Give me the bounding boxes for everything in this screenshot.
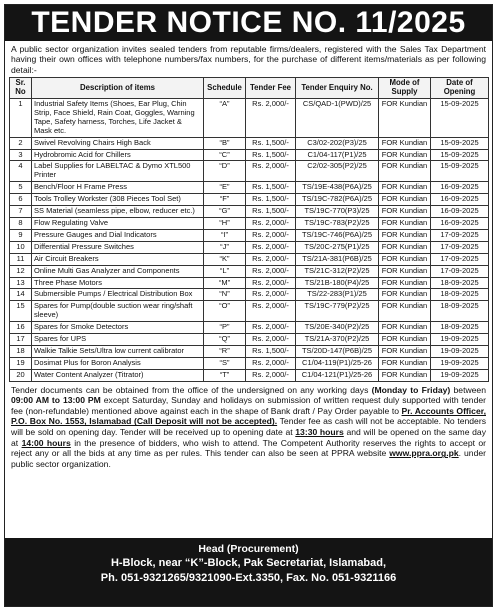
row-schedule: “K” bbox=[204, 253, 246, 265]
row-tender-fee: Rs. 1,500/- bbox=[246, 206, 296, 218]
row-schedule: “D” bbox=[204, 161, 246, 182]
header-date-of-opening: Date of Opening bbox=[431, 78, 489, 99]
row-opening-date: 16-09-2025 bbox=[431, 218, 489, 230]
note-text-1: Tender documents can be obtained from the office of the undersigned on any working days bbox=[11, 384, 372, 395]
instructions-paragraph bbox=[5, 382, 492, 470]
row-schedule: “P” bbox=[204, 322, 246, 334]
row-mode-of-supply: FOR Kundian bbox=[379, 149, 431, 161]
row-tender-fee: Rs. 2,000/- bbox=[246, 322, 296, 334]
tender-items-table bbox=[9, 77, 489, 381]
row-schedule: “R” bbox=[204, 345, 246, 357]
row-description: Industrial Safety Items (Shoes, Ear Plug, Chin Strip, Face Shield, Rain Coat, Goggles, Warning Tape, Safety harness, Torches, Life Jacket & Mask etc. bbox=[32, 99, 204, 138]
row-opening-date: 19-09-2025 bbox=[431, 357, 489, 369]
row-sr-no: 16 bbox=[10, 322, 32, 334]
notice-title: TENDER NOTICE NO. 11/2025 bbox=[5, 5, 492, 41]
table-row bbox=[10, 137, 489, 149]
row-mode-of-supply: FOR Kundian bbox=[379, 369, 431, 381]
row-tender-fee: Rs. 2,000/- bbox=[246, 99, 296, 138]
row-sr-no: 18 bbox=[10, 345, 32, 357]
row-mode-of-supply: FOR Kundian bbox=[379, 301, 431, 322]
row-sr-no: 12 bbox=[10, 265, 32, 277]
row-schedule: “G” bbox=[204, 206, 246, 218]
table-row bbox=[10, 301, 489, 322]
table-row bbox=[10, 149, 489, 161]
row-enquiry-no: TS/19C-779(P2)/25 bbox=[296, 301, 379, 322]
note-text-6: in the presence of bidders, who wish to attend. The Competent Authority reserves the rights to accept or reject any or all the bids at any time as per rules. This tender can also be seen at PPRA website bbox=[11, 437, 487, 459]
row-description: Spares for UPS bbox=[32, 334, 204, 346]
row-tender-fee: Rs. 1,500/- bbox=[246, 149, 296, 161]
row-description: Flow Regulating Valve bbox=[32, 218, 204, 230]
row-opening-date: 19-09-2025 bbox=[431, 345, 489, 357]
row-enquiry-no: C3/02-202(P3)/25 bbox=[296, 137, 379, 149]
row-schedule: “A” bbox=[204, 99, 246, 138]
row-enquiry-no: TS/19C-782(P6A)/25 bbox=[296, 194, 379, 206]
row-schedule: “S” bbox=[204, 357, 246, 369]
row-mode-of-supply: FOR Kundian bbox=[379, 334, 431, 346]
opening-time: 14:00 hours bbox=[21, 437, 71, 448]
row-description: Swivel Revolving Chairs High Back bbox=[32, 137, 204, 149]
table-row bbox=[10, 206, 489, 218]
row-mode-of-supply: FOR Kundian bbox=[379, 357, 431, 369]
row-mode-of-supply: FOR Kundian bbox=[379, 229, 431, 241]
header-description: Description of items bbox=[32, 78, 204, 99]
row-mode-of-supply: FOR Kundian bbox=[379, 241, 431, 253]
collection-time: 09:00 AM to 13:00 PM bbox=[11, 395, 101, 406]
payee-details: Pr. Accounts Officer, P.O. Box No. 1553, Islamabad (Call Deposit will not be accepted). bbox=[11, 405, 486, 427]
row-enquiry-no: CS/QAD-1(PWD)/25 bbox=[296, 99, 379, 138]
row-opening-date: 17-09-2025 bbox=[431, 229, 489, 241]
row-schedule: “Q” bbox=[204, 334, 246, 346]
row-enquiry-no: TS/19C-783(P2)/25 bbox=[296, 218, 379, 230]
row-opening-date: 17-09-2025 bbox=[431, 265, 489, 277]
table-row bbox=[10, 218, 489, 230]
row-sr-no: 5 bbox=[10, 182, 32, 194]
row-sr-no: 14 bbox=[10, 289, 32, 301]
row-opening-date: 18-09-2025 bbox=[431, 277, 489, 289]
table-row bbox=[10, 289, 489, 301]
row-enquiry-no: TS/19C-746(P6A)/25 bbox=[296, 229, 379, 241]
row-description: Spares for Pump(double suction wear ring/shaft sleeve) bbox=[32, 301, 204, 322]
row-opening-date: 18-09-2025 bbox=[431, 322, 489, 334]
row-description: Label Supplies for LABELTAC & Dymo XTL500 Printer bbox=[32, 161, 204, 182]
table-row bbox=[10, 334, 489, 346]
row-opening-date: 18-09-2025 bbox=[431, 289, 489, 301]
intro-paragraph: A public sector organization invites sealed tenders from reputable firms/dealers, registered with the Sales Tax Department having their own offices with telephone numbers/fax numbers, for the purchase of different items/materials as per following detail:- bbox=[11, 44, 486, 75]
row-sr-no: 11 bbox=[10, 253, 32, 265]
row-tender-fee: Rs. 1,500/- bbox=[246, 137, 296, 149]
row-description: Dosimat Plus for Boron Analysis bbox=[32, 357, 204, 369]
row-schedule: “O” bbox=[204, 301, 246, 322]
row-sr-no: 13 bbox=[10, 277, 32, 289]
table-row bbox=[10, 161, 489, 182]
row-sr-no: 17 bbox=[10, 334, 32, 346]
row-mode-of-supply: FOR Kundian bbox=[379, 322, 431, 334]
row-opening-date: 17-09-2025 bbox=[431, 253, 489, 265]
row-description: Hydrobromic Acid for Chillers bbox=[32, 149, 204, 161]
row-opening-date: 16-09-2025 bbox=[431, 206, 489, 218]
row-schedule: “J” bbox=[204, 241, 246, 253]
row-description: Online Multi Gas Analyzer and Components bbox=[32, 265, 204, 277]
row-description: Spares for Smoke Detectors bbox=[32, 322, 204, 334]
row-enquiry-no: C1/04-121(P1)/25-26 bbox=[296, 369, 379, 381]
row-enquiry-no: TS/20E-340(P2)/25 bbox=[296, 322, 379, 334]
row-description: Differential Pressure Switches bbox=[32, 241, 204, 253]
header-sr-no: Sr. No bbox=[10, 78, 32, 99]
row-mode-of-supply: FOR Kundian bbox=[379, 206, 431, 218]
table-row bbox=[10, 253, 489, 265]
table-row bbox=[10, 277, 489, 289]
row-enquiry-no: TS/20C-275(P1)/25 bbox=[296, 241, 379, 253]
row-description: Water Content Analyzer (Titrator) bbox=[32, 369, 204, 381]
footer-address: H-Block, near “K”-Block, Pak Secretariat, Islamabad, bbox=[110, 557, 387, 569]
row-tender-fee: Rs. 2,000/- bbox=[246, 253, 296, 265]
row-enquiry-no: TS/19C-770(P3)/25 bbox=[296, 206, 379, 218]
note-text-7: . under public sector organization. bbox=[11, 448, 486, 469]
row-sr-no: 1 bbox=[10, 99, 32, 138]
row-enquiry-no: TS/21C-312(P2)/25 bbox=[296, 265, 379, 277]
ppra-website-link[interactable]: www.ppra.org.pk bbox=[389, 448, 459, 459]
row-mode-of-supply: FOR Kundian bbox=[379, 345, 431, 357]
row-mode-of-supply: FOR Kundian bbox=[379, 194, 431, 206]
row-mode-of-supply: FOR Kundian bbox=[379, 182, 431, 194]
table-row bbox=[10, 229, 489, 241]
note-text-2: between bbox=[450, 384, 486, 395]
row-tender-fee: Rs. 1,500/- bbox=[246, 182, 296, 194]
row-enquiry-no: C1/04-119(P1)/25-26 bbox=[296, 357, 379, 369]
row-tender-fee: Rs. 2,000/- bbox=[246, 357, 296, 369]
row-tender-fee: Rs. 2,000/- bbox=[246, 161, 296, 182]
row-tender-fee: Rs. 2,000/- bbox=[246, 241, 296, 253]
tender-notice-page bbox=[4, 4, 493, 607]
row-sr-no: 9 bbox=[10, 229, 32, 241]
row-schedule: “N” bbox=[204, 289, 246, 301]
contact-footer bbox=[5, 538, 492, 606]
table-row bbox=[10, 322, 489, 334]
row-enquiry-no: C2/02-305(P2)/25 bbox=[296, 161, 379, 182]
row-enquiry-no: TS/21A-381(P6B)/25 bbox=[296, 253, 379, 265]
row-enquiry-no: TS/21B-180(P4)/25 bbox=[296, 277, 379, 289]
row-mode-of-supply: FOR Kundian bbox=[379, 277, 431, 289]
row-description: Pressure Gauges and Dial Indicators bbox=[32, 229, 204, 241]
row-sr-no: 2 bbox=[10, 137, 32, 149]
row-schedule: “H” bbox=[204, 218, 246, 230]
row-description: Bench/Floor H Frame Press bbox=[32, 182, 204, 194]
note-text-5: and will be opened on the same day at bbox=[11, 427, 487, 448]
row-tender-fee: Rs. 2,000/- bbox=[246, 369, 296, 381]
row-tender-fee: Rs. 2,000/- bbox=[246, 289, 296, 301]
row-sr-no: 10 bbox=[10, 241, 32, 253]
header-tender-fee: Tender Fee bbox=[246, 78, 296, 99]
row-opening-date: 19-09-2025 bbox=[431, 369, 489, 381]
row-sr-no: 3 bbox=[10, 149, 32, 161]
note-text-4: Tender fee as cash will not be acceptable. No tenders will be sold on opening day. Tender will be received up to opening date at bbox=[11, 416, 486, 438]
row-mode-of-supply: FOR Kundian bbox=[379, 218, 431, 230]
working-days: (Monday to Friday) bbox=[371, 384, 451, 395]
row-opening-date: 18-09-2025 bbox=[431, 301, 489, 322]
row-sr-no: 6 bbox=[10, 194, 32, 206]
row-opening-date: 15-09-2025 bbox=[431, 137, 489, 149]
row-sr-no: 15 bbox=[10, 301, 32, 322]
table-header-row bbox=[10, 78, 489, 99]
row-schedule: “E” bbox=[204, 182, 246, 194]
row-schedule: “C” bbox=[204, 149, 246, 161]
row-sr-no: 20 bbox=[10, 369, 32, 381]
note-text-3: except Saturday, Sunday and holidays on submission of written request duly supported with tender fee (non-refundable) mentioned above against each in the shape of Bank draft / Pay Order payable to bbox=[11, 395, 486, 416]
header-tender-enquiry: Tender Enquiry No. bbox=[296, 78, 379, 99]
row-mode-of-supply: FOR Kundian bbox=[379, 265, 431, 277]
row-opening-date: 15-09-2025 bbox=[431, 99, 489, 138]
row-schedule: “B” bbox=[204, 137, 246, 149]
table-row bbox=[10, 99, 489, 138]
row-sr-no: 7 bbox=[10, 206, 32, 218]
row-mode-of-supply: FOR Kundian bbox=[379, 253, 431, 265]
header-schedule: Schedule bbox=[204, 78, 246, 99]
row-mode-of-supply: FOR Kundian bbox=[379, 289, 431, 301]
footer-office: Head (Procurement) bbox=[198, 543, 299, 555]
table-row bbox=[10, 194, 489, 206]
row-mode-of-supply: FOR Kundian bbox=[379, 161, 431, 182]
row-tender-fee: Rs. 2,000/- bbox=[246, 218, 296, 230]
row-tender-fee: Rs. 2,000/- bbox=[246, 277, 296, 289]
row-opening-date: 15-09-2025 bbox=[431, 161, 489, 182]
row-schedule: “M” bbox=[204, 277, 246, 289]
row-enquiry-no: TS/20D-147(P6B)/25 bbox=[296, 345, 379, 357]
row-enquiry-no: C1/04-117(P1)/25 bbox=[296, 149, 379, 161]
row-tender-fee: Rs. 2,000/- bbox=[246, 301, 296, 322]
row-opening-date: 16-09-2025 bbox=[431, 182, 489, 194]
row-description: Submersible Pumps / Electrical Distribution Box bbox=[32, 289, 204, 301]
table-row bbox=[10, 241, 489, 253]
row-description: Three Phase Motors bbox=[32, 277, 204, 289]
row-sr-no: 4 bbox=[10, 161, 32, 182]
table-row bbox=[10, 357, 489, 369]
row-enquiry-no: TS/19E-438(P6A)/25 bbox=[296, 182, 379, 194]
table-row bbox=[10, 182, 489, 194]
table-row bbox=[10, 345, 489, 357]
row-tender-fee: Rs. 2,000/- bbox=[246, 229, 296, 241]
receive-time: 13:30 hours bbox=[295, 427, 344, 438]
row-opening-date: 15-09-2025 bbox=[431, 149, 489, 161]
row-mode-of-supply: FOR Kundian bbox=[379, 99, 431, 138]
row-schedule: “T” bbox=[204, 369, 246, 381]
row-description: Tools Trolley Workster (308 Pieces Tool Set) bbox=[32, 194, 204, 206]
row-tender-fee: Rs. 2,000/- bbox=[246, 265, 296, 277]
row-opening-date: 19-09-2025 bbox=[431, 334, 489, 346]
row-description: Air Circuit Breakers bbox=[32, 253, 204, 265]
row-mode-of-supply: FOR Kundian bbox=[379, 137, 431, 149]
row-enquiry-no: TS/22-283(P1)/25 bbox=[296, 289, 379, 301]
row-schedule: “F” bbox=[204, 194, 246, 206]
row-opening-date: 16-09-2025 bbox=[431, 194, 489, 206]
footer-phone-fax: Ph. 051-9321265/9321090-Ext.3350, Fax. No. 051-9321166 bbox=[100, 572, 397, 584]
row-schedule: “L” bbox=[204, 265, 246, 277]
row-description: SS Material (seamless pipe, elbow, reducer etc.) bbox=[32, 206, 204, 218]
row-tender-fee: Rs. 1,500/- bbox=[246, 194, 296, 206]
table-row bbox=[10, 265, 489, 277]
row-opening-date: 17-09-2025 bbox=[431, 241, 489, 253]
row-tender-fee: Rs. 1,500/- bbox=[246, 345, 296, 357]
row-description: Walkie Talkie Sets/Ultra low current calibrator bbox=[32, 345, 204, 357]
row-schedule: “I” bbox=[204, 229, 246, 241]
row-enquiry-no: TS/21A-370(P2)/25 bbox=[296, 334, 379, 346]
row-sr-no: 19 bbox=[10, 357, 32, 369]
row-tender-fee: Rs. 2,000/- bbox=[246, 334, 296, 346]
table-row bbox=[10, 369, 489, 381]
row-sr-no: 8 bbox=[10, 218, 32, 230]
header-mode-of-supply: Mode of Supply bbox=[379, 78, 431, 99]
